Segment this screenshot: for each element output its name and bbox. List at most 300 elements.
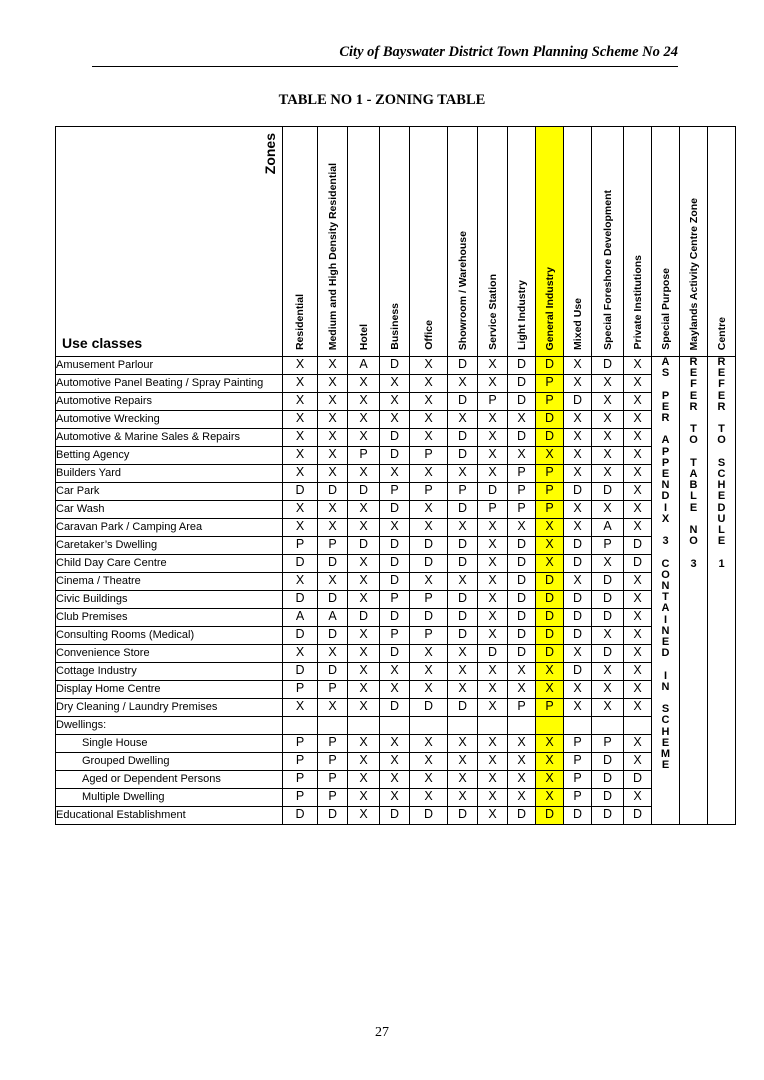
permission-cell: P — [318, 789, 348, 807]
permission-cell: D — [478, 483, 508, 501]
permission-cell: X — [624, 627, 652, 645]
note-letter: T — [662, 591, 669, 604]
zone-header-showroom-warehouse — [448, 127, 478, 357]
note-letter: P — [661, 456, 670, 469]
permission-cell: X — [592, 411, 624, 429]
note-letter: B — [689, 479, 698, 492]
permission-cell: P — [380, 591, 410, 609]
permission-cell: X — [283, 447, 318, 465]
permission-cell: X — [348, 573, 380, 591]
permission-cell: A — [283, 609, 318, 627]
permission-cell: X — [564, 573, 592, 591]
zone-header-office — [410, 127, 448, 357]
permission-cell: X — [508, 681, 536, 699]
note-letter: H — [661, 725, 670, 738]
note-letter: D — [717, 501, 726, 514]
permission-cell: D — [536, 609, 564, 627]
note-letter: I — [663, 501, 668, 514]
use-class-cell: Automotive & Marine Sales & Repairs — [56, 429, 283, 447]
zone-header-label: Showroom / Warehouse — [456, 230, 469, 350]
permission-cell: X — [624, 519, 652, 537]
permission-cell: X — [318, 429, 348, 447]
permission-cell: D — [283, 663, 318, 681]
permission-cell: D — [380, 807, 410, 825]
permission-cell: X — [478, 663, 508, 681]
permission-cell: P — [536, 483, 564, 501]
use-class-cell: Display Home Centre — [56, 681, 283, 699]
use-class-cell: Amusement Parlour — [56, 357, 283, 375]
permission-cell: P — [536, 699, 564, 717]
permission-cell: D — [410, 555, 448, 573]
permission-cell: X — [592, 627, 624, 645]
permission-cell: D — [536, 807, 564, 825]
permission-cell: P — [283, 771, 318, 789]
permission-cell: X — [624, 789, 652, 807]
table-row — [56, 771, 736, 789]
permission-cell: X — [348, 591, 380, 609]
table-row — [56, 717, 736, 735]
table-row — [56, 375, 736, 393]
permission-cell: D — [448, 357, 478, 375]
permission-cell: D — [564, 483, 592, 501]
permission-cell: X — [564, 447, 592, 465]
permission-cell: P — [536, 375, 564, 393]
permission-cell: X — [448, 645, 478, 663]
note-letter: A — [661, 434, 670, 447]
permission-cell: D — [348, 537, 380, 555]
permission-cell: X — [624, 393, 652, 411]
permission-cell: X — [478, 591, 508, 609]
permission-cell: X — [536, 789, 564, 807]
permission-cell: D — [318, 807, 348, 825]
permission-cell: D — [318, 483, 348, 501]
permission-cell: X — [380, 375, 410, 393]
permission-cell: X — [318, 357, 348, 375]
zone-header-centre — [708, 127, 736, 357]
use-class-cell: Car Wash — [56, 501, 283, 519]
permission-cell: D — [592, 591, 624, 609]
permission-cell: X — [564, 645, 592, 663]
note-letter: I — [663, 613, 668, 626]
use-class-cell: Dwellings: — [56, 717, 283, 735]
note-letter: N — [661, 580, 670, 592]
permission-cell: D — [283, 807, 318, 825]
permission-cell: X — [536, 753, 564, 771]
use-class-cell: Betting Agency — [56, 447, 283, 465]
permission-cell: X — [283, 357, 318, 375]
permission-cell: X — [348, 699, 380, 717]
permission-cell: X — [478, 609, 508, 627]
zone-header-label: Medium and High Density Residential — [326, 162, 339, 350]
permission-cell: D — [564, 591, 592, 609]
permission-cell: D — [380, 501, 410, 519]
permission-cell: X — [478, 735, 508, 753]
zone-header-label: Business — [388, 303, 401, 350]
permission-cell: X — [380, 771, 410, 789]
table-row — [56, 429, 736, 447]
permission-cell: X — [592, 375, 624, 393]
note-letter: E — [717, 367, 726, 380]
table-row — [56, 627, 736, 645]
permission-cell: D — [318, 663, 348, 681]
permission-cell: X — [508, 519, 536, 537]
permission-cell: P — [410, 483, 448, 501]
table-row — [56, 501, 736, 519]
note-letter — [708, 547, 735, 558]
permission-cell: D — [592, 807, 624, 825]
permission-cell: P — [410, 591, 448, 609]
permission-cell: X — [410, 753, 448, 771]
permission-cell: X — [564, 357, 592, 375]
permission-cell: P — [380, 627, 410, 645]
note-letter: 3 — [662, 535, 669, 548]
permission-cell: X — [283, 411, 318, 429]
permission-cell: D — [564, 555, 592, 573]
zone-header-mixed-use — [564, 127, 592, 357]
permission-cell: D — [380, 537, 410, 555]
permission-cell: D — [508, 555, 536, 573]
permission-cell: X — [410, 789, 448, 807]
use-class-cell: Multiple Dwelling — [56, 789, 283, 807]
permission-cell: D — [448, 699, 478, 717]
permission-cell: X — [348, 627, 380, 645]
permission-cell: X — [592, 465, 624, 483]
permission-cell — [348, 717, 380, 735]
permission-cell: X — [564, 699, 592, 717]
permission-cell — [508, 717, 536, 735]
permission-cell: X — [624, 501, 652, 519]
permission-cell: X — [478, 537, 508, 555]
permission-cell: X — [624, 663, 652, 681]
permission-cell: D — [380, 573, 410, 591]
permission-cell: X — [564, 411, 592, 429]
zone-header-label: Special Foreshore Development — [601, 190, 614, 350]
use-class-cell: Automotive Wrecking — [56, 411, 283, 429]
permission-cell: X — [348, 681, 380, 699]
permission-cell: X — [410, 465, 448, 483]
zone-header-residential — [283, 127, 318, 357]
permission-cell: X — [478, 519, 508, 537]
permission-cell: X — [624, 465, 652, 483]
permission-cell: X — [564, 429, 592, 447]
permission-cell: D — [448, 555, 478, 573]
zone-header-label: Hotel — [357, 323, 370, 350]
permission-cell: D — [536, 645, 564, 663]
permission-cell: X — [508, 411, 536, 429]
permission-cell: D — [283, 483, 318, 501]
permission-cell: X — [448, 411, 478, 429]
permission-cell: X — [318, 645, 348, 663]
permission-cell: D — [564, 807, 592, 825]
permission-cell: X — [410, 501, 448, 519]
note-letter: A — [661, 356, 670, 368]
permission-cell: X — [448, 375, 478, 393]
permission-cell: D — [536, 627, 564, 645]
permission-cell: X — [478, 447, 508, 465]
note-letter: O — [717, 434, 726, 447]
permission-cell: D — [508, 375, 536, 393]
permission-cell: P — [478, 393, 508, 411]
zone-header-label: Mixed Use — [571, 298, 584, 350]
permission-cell: X — [380, 735, 410, 753]
permission-cell: X — [283, 429, 318, 447]
note-letter: E — [661, 636, 670, 649]
use-class-cell: Child Day Care Centre — [56, 555, 283, 573]
permission-cell: P — [318, 681, 348, 699]
permission-cell: X — [348, 393, 380, 411]
permission-cell: X — [448, 519, 478, 537]
zone-header-row — [56, 127, 736, 357]
use-class-cell: Club Premises — [56, 609, 283, 627]
permission-cell: D — [508, 591, 536, 609]
permission-cell: P — [448, 483, 478, 501]
permission-cell: X — [564, 519, 592, 537]
permission-cell: D — [564, 393, 592, 411]
permission-cell: P — [564, 789, 592, 807]
note-letter — [680, 547, 707, 558]
note-letter: O — [661, 568, 670, 581]
permission-cell: X — [624, 375, 652, 393]
permission-cell: D — [348, 609, 380, 627]
permission-cell: X — [318, 375, 348, 393]
note-letter: S — [717, 456, 726, 469]
permission-cell: X — [508, 663, 536, 681]
permission-cell: P — [283, 681, 318, 699]
use-class-cell: Single House — [56, 735, 283, 753]
permission-cell: D — [564, 609, 592, 627]
permission-cell: X — [478, 627, 508, 645]
permission-cell: X — [478, 375, 508, 393]
permission-cell: P — [508, 483, 536, 501]
permission-cell: X — [348, 771, 380, 789]
permission-cell: X — [448, 663, 478, 681]
note-letter: P — [661, 389, 670, 402]
note-letter: F — [718, 378, 725, 391]
table-row — [56, 519, 736, 537]
permission-cell: D — [410, 537, 448, 555]
permission-cell: X — [318, 393, 348, 411]
permission-cell: D — [478, 645, 508, 663]
use-class-cell: Aged or Dependent Persons — [56, 771, 283, 789]
permission-cell: X — [536, 537, 564, 555]
permission-cell: X — [410, 681, 448, 699]
permission-cell: D — [624, 771, 652, 789]
permission-cell: D — [536, 411, 564, 429]
permission-cell: D — [508, 807, 536, 825]
permission-cell: X — [410, 645, 448, 663]
permission-cell: X — [592, 663, 624, 681]
note-letter: D — [661, 647, 670, 660]
permission-cell: D — [380, 609, 410, 627]
permission-cell: D — [318, 555, 348, 573]
permission-cell: D — [508, 609, 536, 627]
permission-cell: D — [448, 393, 478, 411]
permission-cell: X — [536, 447, 564, 465]
zone-header-special-purpose — [652, 127, 680, 357]
permission-cell: D — [508, 429, 536, 447]
permission-cell: X — [478, 807, 508, 825]
permission-cell: X — [624, 411, 652, 429]
permission-cell: P — [318, 537, 348, 555]
permission-cell: X — [448, 573, 478, 591]
zone-header-label: Special Purpose — [659, 268, 672, 350]
note-letter: O — [689, 434, 698, 447]
permission-cell: P — [508, 699, 536, 717]
note-letter: S — [661, 703, 670, 716]
permission-cell: D — [508, 573, 536, 591]
permission-cell: D — [380, 645, 410, 663]
permission-cell: X — [318, 519, 348, 537]
note-letter — [652, 659, 679, 670]
table-row — [56, 681, 736, 699]
note-letter: 3 — [690, 557, 697, 570]
zone-header-label: Light Industry — [515, 280, 528, 350]
permission-cell: X — [348, 519, 380, 537]
permission-cell: X — [592, 699, 624, 717]
permission-cell — [478, 717, 508, 735]
zone-header-service-station — [478, 127, 508, 357]
zone-header-business — [380, 127, 410, 357]
zone-header-label: Private Institutions — [631, 255, 644, 350]
permission-cell — [318, 717, 348, 735]
note-letter: E — [661, 400, 670, 413]
permission-cell: D — [410, 609, 448, 627]
permission-cell: D — [592, 357, 624, 375]
permission-cell: P — [564, 753, 592, 771]
permission-cell: X — [348, 807, 380, 825]
permission-cell: X — [283, 465, 318, 483]
note-letter — [652, 547, 679, 558]
permission-cell: P — [592, 537, 624, 555]
note-letter: T — [690, 423, 697, 436]
permission-cell: X — [478, 429, 508, 447]
permission-cell: D — [283, 627, 318, 645]
table-row — [56, 591, 736, 609]
permission-cell: D — [448, 447, 478, 465]
use-class-cell: Cinema / Theatre — [56, 573, 283, 591]
permission-cell: P — [536, 465, 564, 483]
table-row — [56, 483, 736, 501]
permission-cell: P — [410, 627, 448, 645]
note-letter: R — [661, 412, 670, 424]
maylands-note — [680, 357, 708, 825]
use-class-cell: Car Park — [56, 483, 283, 501]
note-letter: E — [661, 736, 670, 749]
note-letter: T — [690, 456, 697, 469]
note-letter: R — [689, 400, 698, 413]
zone-header-special-foreshore-development — [592, 127, 624, 357]
permission-cell: X — [536, 771, 564, 789]
permission-cell: P — [283, 753, 318, 771]
permission-cell: D — [380, 555, 410, 573]
permission-cell: D — [448, 627, 478, 645]
permission-cell: X — [592, 555, 624, 573]
use-class-cell: Automotive Repairs — [56, 393, 283, 411]
permission-cell: X — [624, 699, 652, 717]
permission-cell: X — [478, 771, 508, 789]
note-letter: E — [689, 389, 698, 402]
note-letter: E — [717, 535, 726, 548]
zoning-table-body — [56, 357, 736, 825]
permission-cell: X — [410, 771, 448, 789]
permission-cell: X — [283, 393, 318, 411]
note-letter: N — [661, 479, 670, 492]
table-row — [56, 537, 736, 555]
permission-cell: X — [348, 429, 380, 447]
permission-cell: D — [592, 789, 624, 807]
permission-cell — [410, 717, 448, 735]
permission-cell: X — [318, 573, 348, 591]
permission-cell: X — [410, 375, 448, 393]
permission-cell: D — [592, 753, 624, 771]
permission-cell: X — [410, 393, 448, 411]
zone-header-label: Maylands Activity Centre Zone — [687, 197, 700, 350]
permission-cell: D — [592, 573, 624, 591]
permission-cell: X — [592, 393, 624, 411]
permission-cell: D — [508, 645, 536, 663]
note-letter — [652, 379, 679, 390]
permission-cell: X — [348, 411, 380, 429]
permission-cell: D — [348, 483, 380, 501]
document-header-title: City of Bayswater District Town Planning Scheme No 24 — [339, 44, 678, 60]
permission-cell: D — [536, 591, 564, 609]
permission-cell: X — [508, 771, 536, 789]
permission-cell: P — [536, 501, 564, 519]
permission-cell: D — [536, 573, 564, 591]
permission-cell: X — [448, 789, 478, 807]
permission-cell: X — [348, 501, 380, 519]
note-letter: X — [661, 512, 670, 525]
permission-cell: X — [348, 735, 380, 753]
permission-cell: A — [318, 609, 348, 627]
permission-cell: D — [564, 537, 592, 555]
table-row — [56, 735, 736, 753]
permission-cell: X — [592, 429, 624, 447]
permission-cell: P — [283, 735, 318, 753]
note-letter: L — [690, 490, 697, 503]
note-letter: H — [717, 479, 726, 492]
use-class-cell: Caretaker’s Dwelling — [56, 537, 283, 555]
permission-cell: X — [410, 735, 448, 753]
note-letter: N — [661, 624, 670, 637]
note-letter: C — [717, 468, 726, 480]
note-letter: A — [661, 602, 670, 615]
zone-header-label: Centre — [715, 316, 728, 350]
permission-cell: X — [283, 519, 318, 537]
note-letter: S — [661, 367, 670, 380]
permission-cell: D — [448, 429, 478, 447]
permission-cell: D — [592, 609, 624, 627]
permission-cell: X — [410, 357, 448, 375]
permission-cell: X — [564, 375, 592, 393]
table-row — [56, 465, 736, 483]
permission-cell: X — [318, 465, 348, 483]
table-row — [56, 609, 736, 627]
permission-cell: X — [624, 609, 652, 627]
note-letter: E — [661, 759, 670, 772]
use-class-cell: Automotive Panel Beating / Spray Painting — [56, 375, 283, 393]
permission-cell: P — [508, 501, 536, 519]
permission-cell: X — [348, 663, 380, 681]
permission-cell: X — [624, 591, 652, 609]
permission-cell: P — [380, 483, 410, 501]
table-row — [56, 447, 736, 465]
permission-cell: X — [283, 501, 318, 519]
permission-cell: X — [624, 483, 652, 501]
permission-cell: D — [448, 609, 478, 627]
permission-cell: X — [564, 465, 592, 483]
note-letter: O — [689, 535, 698, 548]
